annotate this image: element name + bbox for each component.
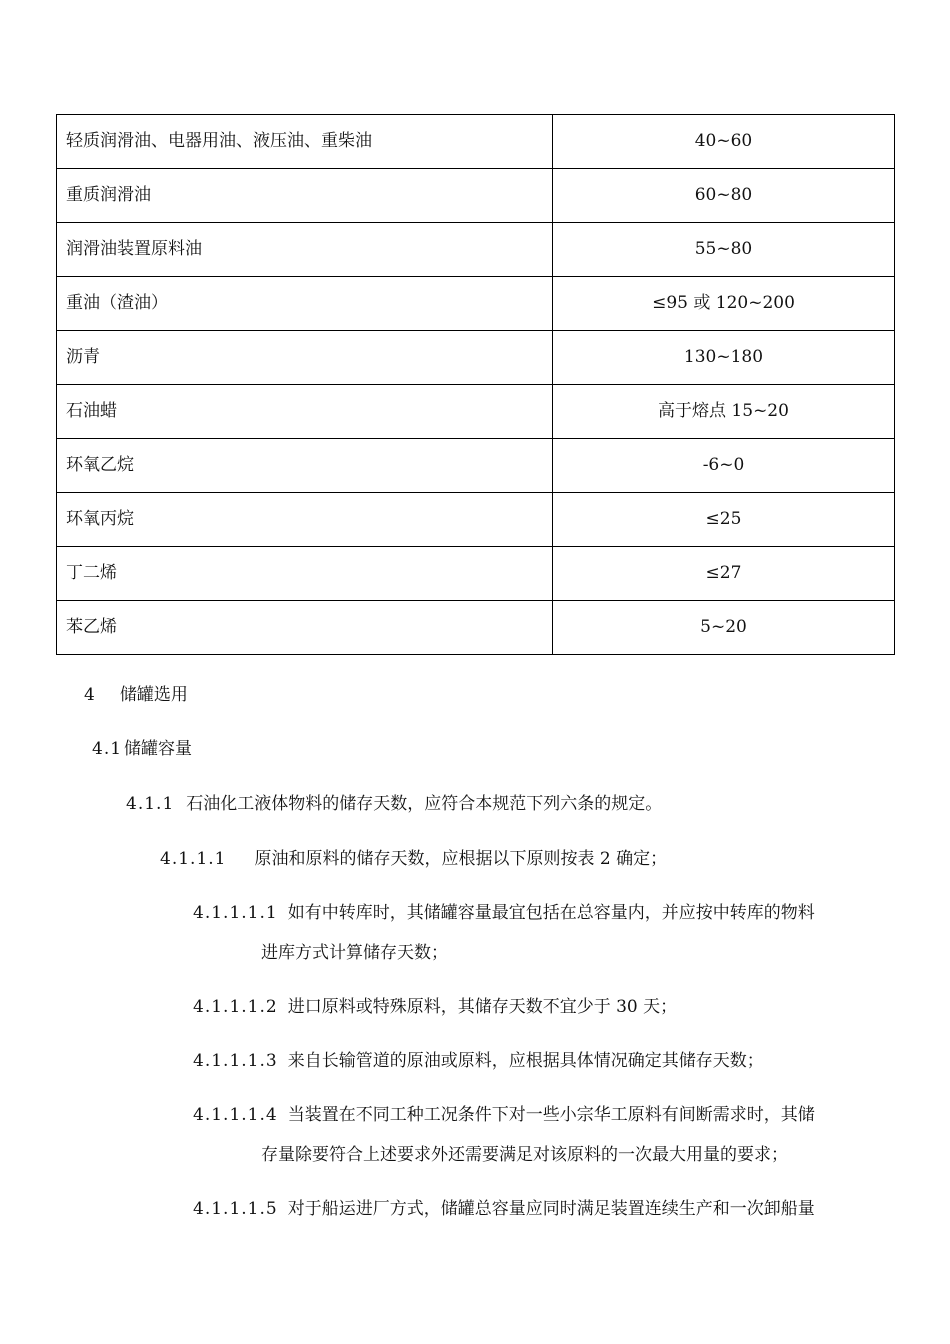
table-row <box>57 601 895 655</box>
table-cell-value: ≤27 <box>553 547 895 601</box>
clause-number: 4.1.1.1.2 <box>193 997 278 1017</box>
table-cell-name: 轻质润滑油、电器用油、液压油、重柴油 <box>57 115 553 169</box>
section-heading-4-1 <box>92 737 192 761</box>
clause-number: 4.1.1.1.1 <box>193 903 278 923</box>
clause-text: 进口原料或特殊原料，其储存天数不宜少于 30 天； <box>287 997 678 1017</box>
table-row <box>57 493 895 547</box>
clause-number: 4.1.1.1 <box>160 849 227 869</box>
table-row <box>57 385 895 439</box>
section-number: 4 <box>84 685 96 705</box>
section-number: 4.1 <box>92 739 123 759</box>
clause-text: 来自长输管道的原油或原料，应根据具体情况确定其储存天数； <box>287 1051 764 1071</box>
clause-text-line2: 进库方式计算储存天数； <box>261 943 448 963</box>
clause-number: 4.1.1.1.3 <box>193 1051 278 1071</box>
clause-4-1-1-1-5 <box>193 1197 815 1221</box>
table-cell-name: 苯乙烯 <box>57 601 553 655</box>
table-cell-value: 130~180 <box>553 331 895 385</box>
table-cell-name: 环氧丙烷 <box>57 493 553 547</box>
table-cell-name: 丁二烯 <box>57 547 553 601</box>
clause-number: 4.1.1.1.5 <box>193 1199 278 1219</box>
clause-4-1-1-1-4-continuation <box>261 1143 788 1167</box>
table-cell-value: 高于熔点 15~20 <box>553 385 895 439</box>
section-heading-4 <box>84 683 188 707</box>
table-row <box>57 331 895 385</box>
table-cell-value: 5~20 <box>553 601 895 655</box>
table-cell-value: -6~0 <box>553 439 895 493</box>
table-row <box>57 439 895 493</box>
clause-number: 4.1.1.1.4 <box>193 1105 278 1125</box>
clause-4-1-1-1 <box>160 847 667 871</box>
clause-4-1-1 <box>126 792 662 816</box>
clause-text-line1: 如有中转库时，其储罐容量最宜包括在总容量内，并应按中转库的物料 <box>287 903 815 923</box>
table-row <box>57 223 895 277</box>
temperature-table <box>56 114 895 655</box>
clause-4-1-1-1-1 <box>193 901 815 925</box>
table-cell-name: 润滑油装置原料油 <box>57 223 553 277</box>
clause-4-1-1-1-2 <box>193 995 677 1019</box>
clause-number: 4.1.1 <box>126 794 175 814</box>
section-title: 储罐容量 <box>124 739 193 759</box>
table-cell-value: ≤25 <box>553 493 895 547</box>
table-cell-name: 沥青 <box>57 331 553 385</box>
table-cell-name: 重油（渣油） <box>57 277 553 331</box>
table-cell-value: 55~80 <box>553 223 895 277</box>
table-cell-name: 石油蜡 <box>57 385 553 439</box>
clause-4-1-1-1-4 <box>193 1103 815 1127</box>
table-row <box>57 547 895 601</box>
table-row <box>57 115 895 169</box>
table-row <box>57 277 895 331</box>
clause-text: 石油化工液体物料的储存天数，应符合本规范下列六条的规定。 <box>186 794 663 814</box>
section-title: 储罐选用 <box>119 685 188 705</box>
clause-text-line1: 对于船运进厂方式，储罐总容量应同时满足装置连续生产和一次卸船量 <box>287 1199 815 1219</box>
table-cell-value: 40~60 <box>553 115 895 169</box>
table-cell-value: 60~80 <box>553 169 895 223</box>
clause-4-1-1-1-1-continuation <box>261 941 448 965</box>
clause-text-line1: 当装置在不同工种工况条件下对一些小宗华工原料有间断需求时，其储 <box>287 1105 815 1125</box>
clause-text-line2: 存量除要符合上述要求外还需要满足对该原料的一次最大用量的要求； <box>261 1145 788 1165</box>
table-row <box>57 169 895 223</box>
table-cell-value: ≤95 或 120~200 <box>553 277 895 331</box>
clause-4-1-1-1-3 <box>193 1049 764 1073</box>
table-cell-name: 重质润滑油 <box>57 169 553 223</box>
clause-text: 原油和原料的储存天数，应根据以下原则按表 2 确定； <box>254 849 668 869</box>
table-cell-name: 环氧乙烷 <box>57 439 553 493</box>
